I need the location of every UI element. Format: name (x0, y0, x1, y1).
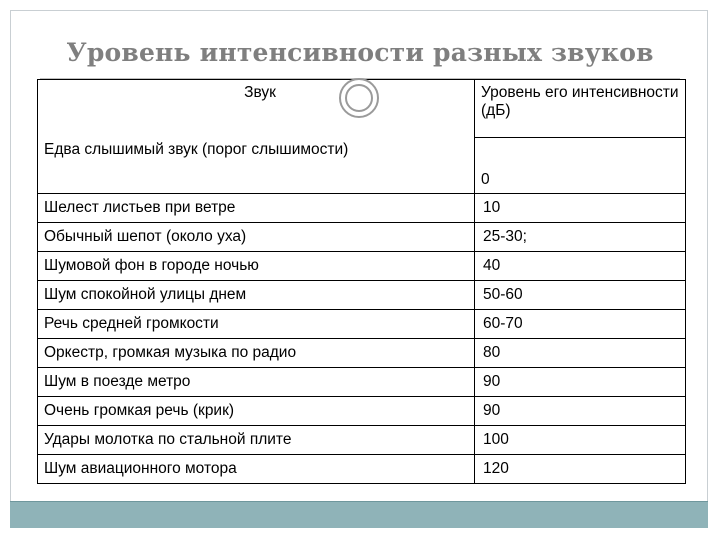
threshold-sound-spacer (38, 163, 475, 194)
table-row (38, 338, 686, 367)
level-cell: 40 (475, 251, 686, 280)
sound-cell: Удары молотка по стальной плите (38, 425, 475, 454)
threshold-row-bottom (38, 163, 686, 194)
sound-intensity-table (37, 79, 686, 484)
level-cell: 60-70 (475, 309, 686, 338)
sound-cell: Шумовой фон в городе ночью (38, 251, 475, 280)
header-sound-cell (38, 80, 475, 138)
table-row (38, 425, 686, 454)
level-cell: 100 (475, 425, 686, 454)
header-sound-label: Звук (244, 84, 276, 101)
table-row (38, 367, 686, 396)
sound-cell: Шум авиационного мотора (38, 454, 475, 483)
threshold-row-top (38, 138, 686, 163)
table-row (38, 222, 686, 251)
level-cell: 90 (475, 367, 686, 396)
sound-cell: Оркестр, громкая музыка по радио (38, 338, 475, 367)
bottom-accent-band (10, 501, 708, 528)
table-row (38, 251, 686, 280)
sound-cell: Шум спокойной улицы днем (38, 280, 475, 309)
level-cell: 25-30; (475, 222, 686, 251)
level-cell: 80 (475, 338, 686, 367)
threshold-level-cell: 0 (475, 163, 686, 194)
threshold-sound-cell: Едва слышимый звук (порог слышимости) (38, 138, 475, 163)
level-cell: 10 (475, 193, 686, 222)
sound-cell: Речь средней громкости (38, 309, 475, 338)
sound-cell: Обычный шепот (около уха) (38, 222, 475, 251)
table-row (38, 193, 686, 222)
level-cell: 90 (475, 396, 686, 425)
header-level-cell: Уровень его интенсивности (дБ) (475, 80, 686, 138)
double-circle-icon (339, 78, 379, 118)
slide-title: Уровень интенсивности разных звуков (66, 38, 654, 67)
level-cell: 120 (475, 454, 686, 483)
sound-cell: Очень громкая речь (крик) (38, 396, 475, 425)
table-row (38, 280, 686, 309)
sound-cell: Шум в поезде метро (38, 367, 475, 396)
table-row (38, 454, 686, 483)
threshold-level-spacer (475, 138, 686, 163)
table-row (38, 309, 686, 338)
level-cell: 50-60 (475, 280, 686, 309)
sound-cell: Шелест листьев при ветре (38, 193, 475, 222)
table-row (38, 396, 686, 425)
